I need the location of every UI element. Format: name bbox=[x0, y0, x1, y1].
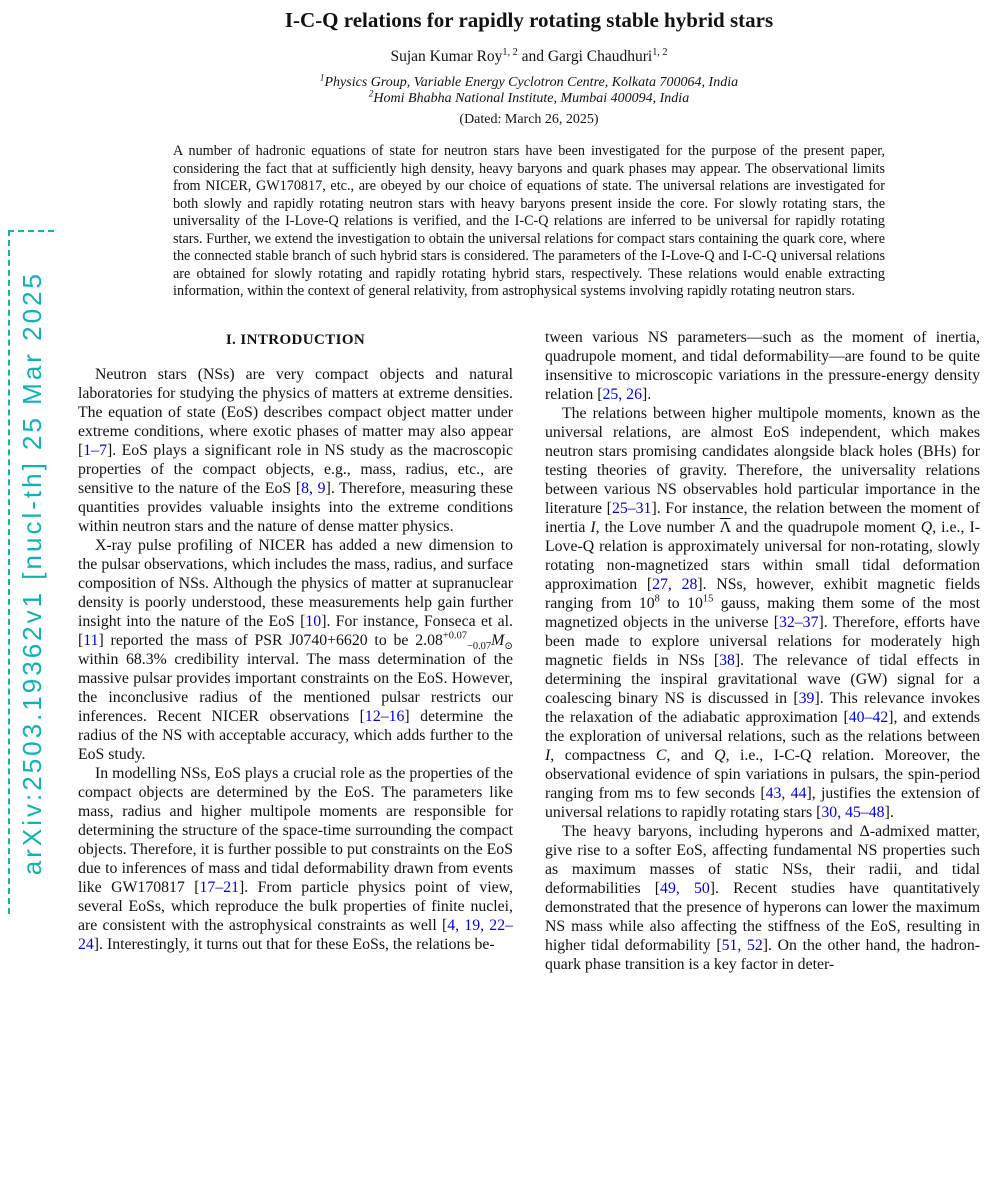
citation-link[interactable]: 40–42 bbox=[848, 708, 889, 726]
arxiv-watermark bbox=[8, 230, 54, 914]
two-column-body bbox=[78, 328, 980, 974]
citation-link[interactable]: 1–7 bbox=[83, 441, 107, 459]
citation-link[interactable]: 12–16 bbox=[364, 707, 405, 725]
citation-link[interactable]: 32–37 bbox=[778, 613, 819, 631]
citation-link[interactable]: 11 bbox=[83, 631, 99, 649]
affiliation-1: $^1$Physics Group, Variable Energy Cyclotron Centre, Kolkata 700064, India bbox=[319, 72, 739, 90]
paragraph: In modelling NSs, EoS plays a crucial role as the properties of the compact objects are determined by the EoS. The parameters like mass, radius and higher multipole moments are responsible for determining the structure of the space-time surrounding the compact objects. Therefore, it is further possible to put constraints on the EoS due to inferences of mass and tidal deformability drawn from events like GW170817 [17–21]. From particle physics point of view, several EoSs, which reproduce the bulk properties of finite nuclei, are consistent with the astrophysical constraints as well [4, 19, 22–24]. Interestingly, it turns out that for these EoSs, the relations be- bbox=[78, 764, 514, 953]
abstract-text: A number of hadronic equations of state for neutron stars have been investigated for the purpose of the present paper, considering the fact that at sufficiently high density, heavy baryons and quark phases may appear. The observational limits from NICER, GW170817, etc., are obeyed by our choice of equations of state. The universal relations are investigated for both slowly and rapidly rotating neutron stars with heavy baryons present inside the core. For slowly rotating stars, the universality of the I-Love-Q relations is verified, and the I-C-Q relations are inferred to be universal for rapidly rotating stars. Further, we extend the investigation to obtain the universal relations for compact stars containing the quark core, where the connected stable branch of such hybrid stars is considered. The parameters of the I-Love-Q and I-C-Q universal relations are obtained for slowly rotating and rapidly rotating hybrid stars, respectively. These relations would enable extracting information, within the context of general relativity, from astrophysical systems involving rapidly rotating neutron stars. bbox=[173, 143, 885, 299]
citation-link[interactable]: 27, 28 bbox=[652, 575, 698, 593]
citation-link[interactable]: 51, 52 bbox=[721, 936, 763, 954]
paragraph: X-ray pulse profiling of NICER has added a new dimension to the pulsar observations, which includes the mass, radius, and surface composition of NSs. Although the physics of matter at supranuclear density is poorly understood, these measurements help gain further insight into the nature of the EoS [10]. For instance, Fonseca et al. [11] reported the mass of PSR J0740+6620 to be $2.08^{+0.07}_{-0.07}M_⊙$ within 68.3% credibility interval. The mass determination of the massive pulsar provides important constraints on the EoS. However, the inconclusive radius of the mentioned pulsar restricts our inferences. Recent NICER observations [12–16] determine the radius of the NS with acceptable accuracy, which adds further to the EoS study. bbox=[78, 536, 513, 763]
overline-symbol: $\overline{\Lambda}$ bbox=[719, 518, 731, 536]
paper-title: I-C-Q relations for rapidly rotating stable hybrid stars bbox=[284, 8, 774, 32]
paragraph: Neutron stars (NSs) are very compact objects and natural laboratories for studying the physics of matters at extreme densities. The equation of state (EoS) describes compact object matter under extreme conditions, where exotic phases of matter may also appear [1–7]. EoS plays a significant role in NS study as the macroscopic properties of the compact objects, e.g., mass, radius, etc., are sensitive to the nature of the EoS [8, 9]. Therefore, measuring these quantities provides valuable insights into the extreme conditions within neutron stars and the nature of dense matter physics. bbox=[78, 365, 513, 535]
date-line: (Dated: March 26, 2025) bbox=[459, 112, 599, 127]
paragraph: The heavy baryons, including hyperons and Δ-admixed matter, give rise to a softer EoS, affecting fundamental NS properties such as maximum masses of static NSs, their radii, and tidal deformabilities [49, 50]. Recent studies have quantitatively demonstrated that the presence of hyperons can lower the maximum NS mass while also affecting the stiffness of the EoS, resulting in higher tidal deformability [51, 52]. On the other hand, the hadron-quark phase transition is a key factor in deter- bbox=[545, 822, 980, 973]
section-heading-introduction: I. INTRODUCTION bbox=[225, 331, 366, 348]
paper-content bbox=[78, 8, 980, 974]
left-column-text bbox=[78, 365, 513, 954]
right-column bbox=[545, 328, 980, 974]
arxiv-id-link[interactable]: arXiv:2503.19362v1 [nucl-th] 25 Mar 2025 bbox=[16, 270, 47, 876]
paragraph: The relations between higher multipole moments, known as the universal relations, are almost EoS independent, which makes neutron stars promising candidates alongside black holes (BHs) for testing theories of gravity. Therefore, the universality relations between various NS observables hold particular importance in the literature [25–31]. For instance, the relation between the moment of inertia I, the Love number $\overline{\Lambda}$ and the quadrupole moment Q, i.e., I-Love-Q relation is approximately universal for non-rotating, slowly rotating non-magnetized stars within small tidal deformation approximation [27, 28]. NSs, however, exhibit magnetic fields ranging from $10^8$ to $10^{15}$ gauss, making them some of the most magnetized objects in the universe [32–37]. Therefore, efforts have been made to explore universal relations for moderately high magnetic fields in NSs [38]. The relevance of tidal effects in determining the inspiral gravitational wave (GW) signal for a coalescing binary NS is discussed in [39]. This relevance invokes the relaxation of the adiabatic approximation [40–42], and extends the exploration of universal relations, such as the relations between I, compactness C, and Q, i.e., I-C-Q relation. Moreover, the observational evidence of spin variations in pulsars, the spin-period ranging from ms to few seconds [43, 44], justifies the extension of universal relations to rapidly rotating stars [30, 45–48]. bbox=[545, 404, 980, 821]
citation-link[interactable]: 8, 9 bbox=[301, 479, 326, 497]
citation-link[interactable]: 39 bbox=[798, 689, 815, 707]
citation-link[interactable]: 10 bbox=[305, 612, 322, 630]
citation-link[interactable]: 49, 50 bbox=[660, 879, 710, 897]
authors-line: Sujan Kumar Roy$^{1, 2}$ and Gargi Chaudhuri$^{1, 2}$ bbox=[390, 46, 668, 65]
paragraph: tween various NS parameters—such as the moment of inertia, quadrupole moment, and tidal deformability—are found to be quite insensitive to microscopic variations in the pressure-energy density relation [25, 26]. bbox=[545, 328, 980, 403]
left-column bbox=[78, 328, 513, 974]
affiliation-2: $^2$Homi Bhabha National Institute, Mumbai 400094, India bbox=[368, 88, 690, 106]
citation-link[interactable]: 43, 44 bbox=[765, 784, 807, 802]
citation-link[interactable]: 4, 19, 22–24 bbox=[78, 916, 513, 953]
citation-link[interactable]: 38 bbox=[719, 651, 735, 669]
citation-link[interactable]: 17–21 bbox=[199, 878, 240, 896]
right-column-text bbox=[545, 328, 980, 974]
citation-link[interactable]: 25–31 bbox=[611, 499, 652, 517]
citation-link[interactable]: 25, 26 bbox=[602, 385, 642, 403]
citation-link[interactable]: 30, 45–48 bbox=[821, 803, 885, 821]
